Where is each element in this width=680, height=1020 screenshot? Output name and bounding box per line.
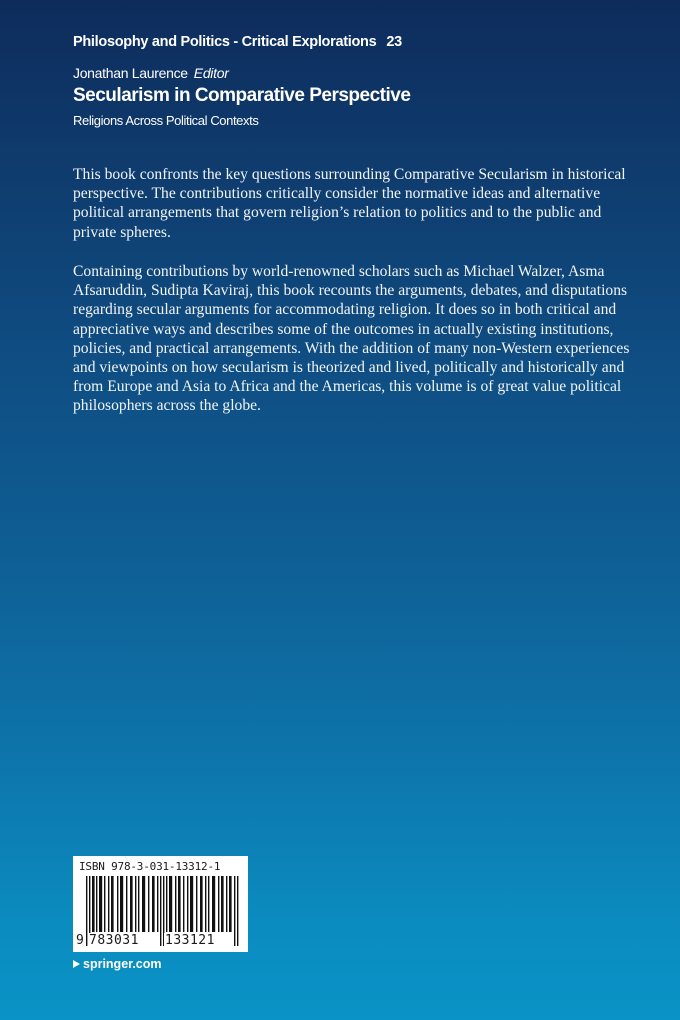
isbn-label: ISBN 978-3-031-13312-1 xyxy=(79,860,221,873)
series-title xyxy=(73,34,402,50)
series-volume: 23 xyxy=(386,34,402,50)
editor-role: Editor xyxy=(193,65,229,81)
ean-left-digits: 783031 xyxy=(89,933,139,948)
isbn-barcode xyxy=(73,856,248,952)
play-triangle-icon xyxy=(73,960,80,968)
ean-first-digit: 9 xyxy=(76,933,84,948)
blurb-paragraph-2: Containing contributions by world-renowned scholars such as Michael Walzer, Asma Afsaruddin, Sudipta Kaviraj, this book recounts the arguments, debates, and disputations regarding secular arguments for accommodating religion. It does so in both critical and appreciative ways and describes some of the outcomes in actually existing institutions, policies, and practical arrangements. With the addition of many non-Western experiences and viewpoints on how secularism is theorized and lived, politically and historically and from Europe and Asia to Africa and the Americas, this volume is of great value political philosophers across the globe. xyxy=(73,263,630,415)
editor-name: Jonathan Laurence xyxy=(73,65,188,81)
blurb-paragraph-1: This book confronts the key questions surrounding Comparative Secularism in historical perspective. The contributions critically consider the normative ideas and alternative political arrangements that govern religion’s relation to politics and to the public and private spheres. xyxy=(73,166,626,241)
series-name: Philosophy and Politics - Critical Explorations xyxy=(73,34,377,50)
editor-credit xyxy=(73,65,229,81)
book-title: Secularism in Comparative Perspective xyxy=(73,85,411,106)
ean-right-digits: 133121 xyxy=(165,933,215,948)
book-subtitle: Religions Across Political Contexts xyxy=(73,113,259,128)
springer-link[interactable] xyxy=(73,957,162,971)
springer-link-label: springer.com xyxy=(83,957,162,971)
